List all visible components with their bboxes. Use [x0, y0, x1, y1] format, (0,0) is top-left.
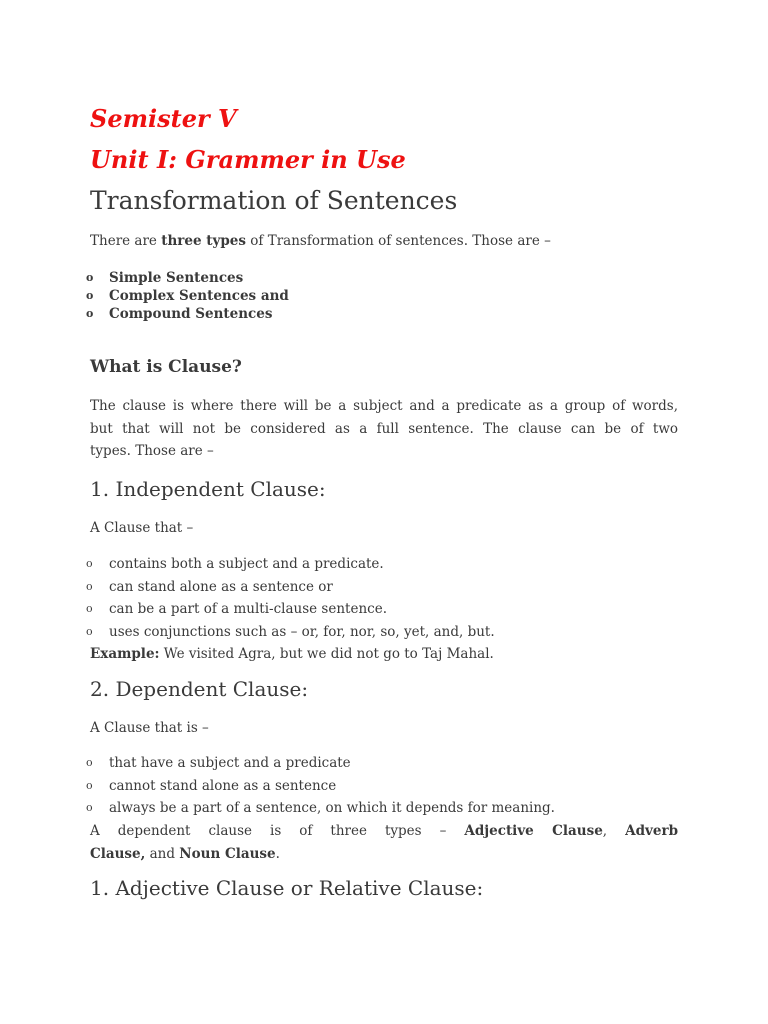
dependent-clause-heading: 2. Dependent Clause:: [90, 677, 309, 701]
intro-text-after: of Transformation of sentences. Those are –: [245, 233, 551, 249]
list-item: [86, 269, 289, 287]
bullet-marker: o: [86, 271, 94, 284]
list-item: [86, 775, 555, 798]
independent-lead: A Clause that –: [90, 520, 194, 536]
adjective-clause-term: Adjective Clause: [464, 823, 603, 839]
list-item-text: can stand alone as a sentence or: [109, 578, 333, 595]
noun-clause-term: Noun Clause: [179, 845, 276, 862]
list-item: [86, 752, 555, 775]
unit-heading: Unit I: Grammer in Use: [90, 145, 406, 174]
independent-list: [86, 553, 495, 643]
list-item: [86, 797, 555, 820]
list-item-text: Complex Sentences and: [109, 288, 289, 304]
adverb-clause-term: Adverb: [625, 823, 679, 839]
adverb-clause-term-cont: Clause,: [90, 845, 146, 862]
intro-text-before: There are: [90, 233, 162, 249]
clause-heading: What is Clause?: [90, 357, 242, 377]
section-title: Transformation of Sentences: [90, 186, 458, 215]
list-item: [86, 598, 495, 621]
clause-line-2: but that will not be considered as a full sentence. The clause can be of two: [90, 420, 678, 437]
bullet-marker: o: [86, 756, 93, 769]
dependent-types-line-1: [90, 820, 678, 843]
list-item: [86, 287, 289, 305]
bullet-marker: o: [86, 289, 94, 302]
bullet-marker: o: [86, 602, 93, 615]
dependent-list: [86, 752, 555, 820]
list-item-text: cannot stand alone as a sentence: [109, 777, 337, 794]
types-and: and: [145, 845, 180, 862]
bullet-marker: o: [86, 778, 93, 792]
bullet-marker: o: [86, 579, 93, 593]
example-line: [90, 643, 494, 666]
bullet-marker: o: [86, 307, 94, 320]
intro-paragraph: [90, 230, 551, 253]
list-item: [86, 305, 289, 323]
clause-line-1: The clause is where there will be a subject and a predicate as a group of words,: [90, 398, 678, 414]
list-item-text: can be a part of a multi-clause sentence.: [109, 601, 387, 617]
bullet-marker: o: [86, 557, 93, 570]
list-item: [86, 621, 495, 644]
types-comma: ,: [602, 823, 626, 839]
example-text: We visited Agra, but we did not go to Taj Mahal.: [159, 646, 494, 662]
types-text: A dependent clause is of three types –: [90, 823, 465, 839]
list-item-text: uses conjunctions such as – or, for, nor, so, yet, and, but.: [109, 623, 495, 640]
list-item: [86, 553, 495, 576]
list-item: [86, 576, 495, 599]
list-item-text: that have a subject and a predicate: [109, 755, 351, 771]
clause-line-3: types. Those are –: [90, 443, 214, 459]
independent-clause-heading: 1. Independent Clause:: [90, 477, 326, 501]
list-item-text: always be a part of a sentence, on which it depends for meaning.: [109, 800, 555, 816]
list-item-text: Simple Sentences: [109, 270, 244, 286]
bullet-marker: o: [86, 624, 93, 638]
dependent-lead: A Clause that is –: [90, 720, 209, 736]
list-item-text: contains both a subject and a predicate.: [109, 556, 384, 572]
semester-heading: Semister V: [90, 104, 237, 133]
sentence-types-list: [86, 269, 289, 323]
example-label: Example:: [90, 646, 160, 662]
types-period: .: [275, 845, 280, 862]
dependent-types-line-2: [90, 843, 280, 866]
intro-bold: three types: [161, 233, 246, 249]
adjective-clause-heading: 1. Adjective Clause or Relative Clause:: [90, 876, 484, 900]
list-item-text: Compound Sentences: [109, 306, 273, 322]
bullet-marker: o: [86, 801, 93, 814]
